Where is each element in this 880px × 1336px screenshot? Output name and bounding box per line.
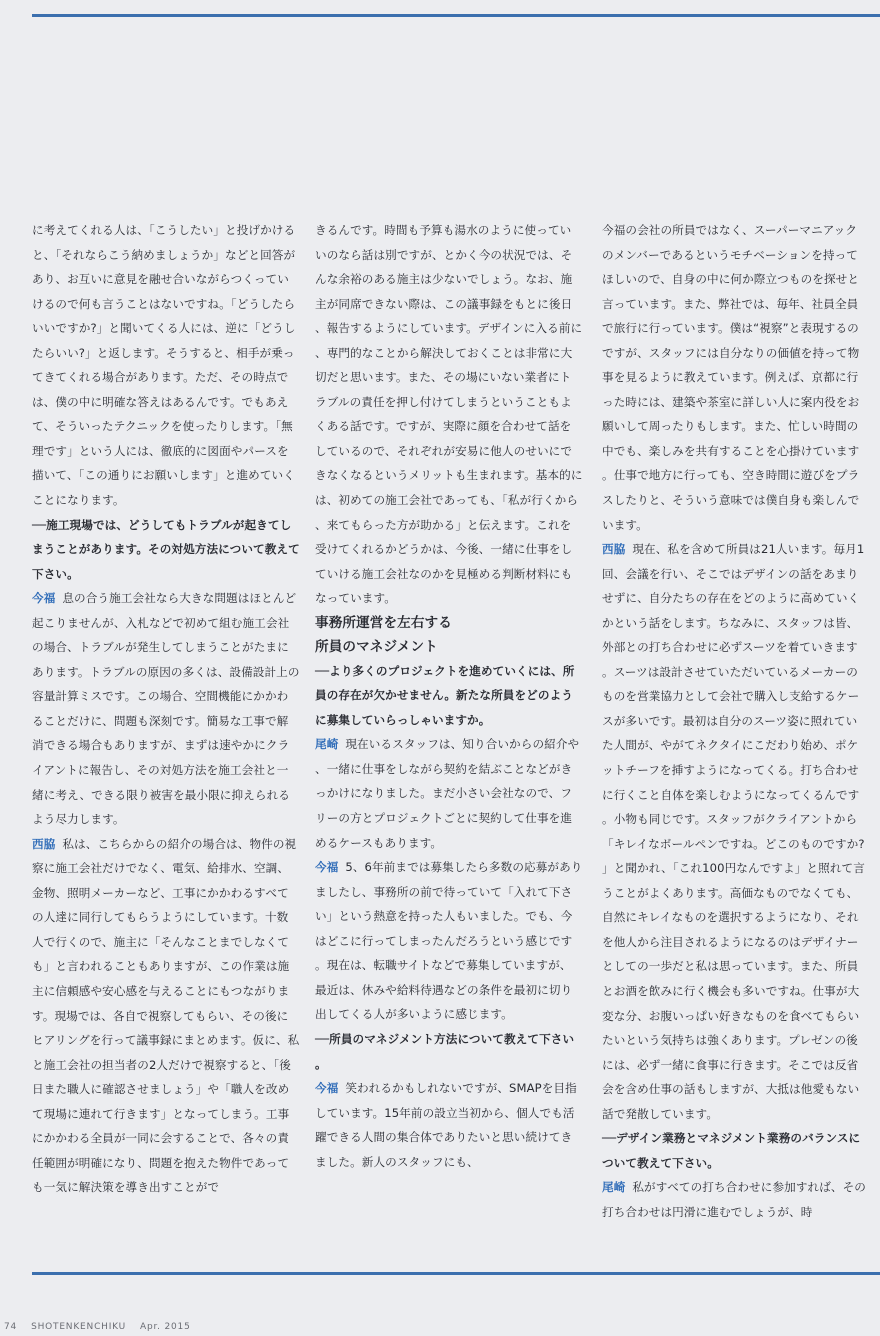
paragraph xyxy=(32,586,300,831)
paragraph-text: 私がすべての打ち合わせに参加すれば、その打ち合わせは円滑に進むでしょうが、時 xyxy=(602,1180,866,1219)
speaker-name: 今福 xyxy=(32,591,56,606)
paragraph-text: 現在、私を含めて所員は21人います。毎月1回、会議を行い、そこではデザインの話をあまりせずに、自分たちの存在をどのように高めていくかという話をします。ちなみに、スタッフは皆、外部との打ち合わせに必ずスーツを着ていきます。スーツは設計させていただいているメーカーのものを営業協力として会社で購入し支給するケースが多いです。最初は自分のスーツ姿に照れていた人間が、やがてネクタイにこだわり始め、ポケットチーフを挿すようになってくる。打ち合わせに行くこと自体を楽しむようになってくるんです。小物も同じです。スタッフがクライアントから「キレイなボールペンですね。どこのものですか?」と聞かれ、「これ100円なんですよ」と照れて言うことがよくあります。高価なものでなくても、自然にキレイなものを選択するようになり、それを他人から注目されるようになるのはデザイナーとしての一歩だと私は思っています。また、所員とお酒を飲みに行く機会も多いですね。仕事が大変な分、お腹いっぱい好きなものを食べてもらいたいという気持ちは強くあります。プレゼンの後には、必ず一緒に食事に行きます。そこでは反省会を含め仕事の話もしますが、大抵は他愛もない話で発散しています。 xyxy=(602,542,865,1121)
section-heading: 事務所運営を左右する 所員のマネジメント xyxy=(315,614,452,655)
speaker-name: 西脇 xyxy=(32,836,56,851)
paragraph-text: 笑われるかもしれないですが、SMAPを目指しています。15年前の設立当初から、個人でも活躍できる人間の集合体でありたいと思い続けてきました。新人のスタッフにも、 xyxy=(315,1081,577,1169)
paragraph: きるんです。時間も予算も湯水のように使っていいのなら話は別ですが、とかく今の状況では、そんな余裕のある施主は少ないでしょう。なお、施主が同席できない際は、この議事録をもとに後日、報告するようにしています。デザインに入る前に、専門的なことから解決しておくことは非常に大切だと思います。また、その場にいない業者にトラブルの責任を押し付けてしまうということもよくある話です。ですが、実際に顔を合わせて話をしているので、それぞれが安易に他人のせいにできなくなるというメリットも生まれます。基本的には、初めての施工会社であっても、「私が行くから、来てもらった方が助かる」と伝えます。これを受けてくれるかどうかは、今後、一緒に仕事をしていける施工会社なのかを見極める判断材料にもなっています。 xyxy=(315,223,583,606)
issue-date: Apr. 2015 xyxy=(140,1322,191,1332)
magazine-name: SHOTENKENCHIKU xyxy=(31,1322,127,1332)
bottom-rule xyxy=(32,1272,880,1275)
interview-question: ──より多くのプロジェクトを進めていくには、所員の存在が欠かせません。新たな所員をどのように募集していらっしゃいますか。 xyxy=(315,663,575,727)
speaker-name: 今福 xyxy=(315,860,339,875)
speaker-name: 今福 xyxy=(315,1081,339,1096)
paragraph xyxy=(315,732,583,855)
interview-question: ──デザイン業務とマネジメント業務のバランスについて教えて下さい。 xyxy=(602,1131,861,1170)
page-footer xyxy=(4,1322,205,1333)
interview-question: ──所員のマネジメント方法について教えて下さい。 xyxy=(315,1031,575,1071)
paragraph xyxy=(602,537,868,1126)
paragraph-text: 現在いるスタッフは、知り合いからの紹介や、一緒に仕事をしながら契約を結ぶことなどがきっかけになりました。まだ小さい会社なので、フリーの方とプロジェクトごとに契約して仕事を進めるケースもあります。 xyxy=(315,737,580,850)
paragraph: 今福の会社の所員ではなく、スーパーマニアックのメンバーであるというモチベーションを持ってほしいので、自身の中に何か際立つものを探せと言っています。また、弊社では、毎年、社員全員で旅行に行っています。僕は“視察”と表現するのですが、スタッフには自分なりの価値を持って物事を見るように教えています。例えば、京都に行った時には、建築や茶室に詳しい人に案内役をお願いして周ったりもします。また、忙しい時間の中でも、楽しみを共有することを心掛けています。仕事で地方に行っても、空き時間に遊びをプラスしたりと、そういう意味では僕自身も楽しんでいます。 xyxy=(602,223,860,532)
text-column-1 xyxy=(32,218,300,1200)
interview-question: ──施工現場では、どうしてもトラブルが起きてしまうことがあります。その対処方法について教えて下さい。 xyxy=(32,517,300,581)
paragraph xyxy=(315,1076,583,1174)
paragraph xyxy=(602,1175,868,1224)
top-rule xyxy=(32,14,880,17)
speaker-name: 尾崎 xyxy=(602,1180,626,1195)
paragraph-text: 私は、こちらからの紹介の場合は、物件の視察に施工会社だけでなく、電気、給排水、空調、金物、照明メーカーなど、工事にかかわるすべての人達に同行してもらうようにしています。十数人で行くので、施主に「そんなことまでしなくても」と言われることもありますが、この作業は施主に信頼感や安心感を与えることにもつながります。現場では、各自で視察してもらい、その後にヒアリングを行って議事録にまとめます。仮に、私と施工会社の担当者の2人だけで視察すると、「後日また職人に確認させましょう」や「職人を改めて現場に連れて行きます」となってしまう。工事にかかわる全員が一同に会することで、各々の責任範囲が明確になり、問題を抱えた物件であっても一気に解決策を導き出すことがで xyxy=(32,836,300,1195)
paragraph xyxy=(315,855,583,1027)
text-column-3 xyxy=(602,218,868,1224)
paragraph: に考えてくれる人は、「こうしたい」と投げかけると、「それならこう納めましょうか」などと回答があり、お互いに意見を融せ合いながらつくっていけるので何も言うことはないですね。「どうしたらいいですか?」と聞いてくる人には、逆に「どうしたらいい?」と返します。そうすると、相手が乗ってきてくれる場合があります。ただ、その時点では、僕の中に明確な答えはあるんです。でもあえて、そういったテクニックを使ったりします。「無理です」という人には、徹底的に図面やパースを描いて、「この通りにお願いします」と進めていくことになります。 xyxy=(32,223,296,508)
page-number: 74 xyxy=(4,1322,18,1332)
text-column-2 xyxy=(315,218,583,1174)
paragraph xyxy=(32,832,300,1200)
paragraph-text: 息の合う施工会社なら大きな問題はほとんど起こりませんが、入札などで初めて組む施工会社の場合、トラブルが発生してしまうことがたまにあります。トラブルの原因の多くは、設備設計上の容量計算ミスです。この場合、空間機能にかかわることだけに、問題も深刻です。簡易な工事で解消できる場合もありますが、まずは速やかにクライアントに報告し、その対処方法を施工会社と一緒に考え、できる限り被害を最小限に抑えられるよう尽力します。 xyxy=(32,591,300,827)
paragraph-text: 5、6年前までは募集したら多数の応募がありましたし、事務所の前で待っていて「入れて下さい」という熱意を持った人もいました。でも、今はどこに行ってしまったんだろうという感じです。現在は、転職サイトなどで募集していますが、最近は、休みや給料待遇などの条件を最初に切り出してくる人が多いように感じます。 xyxy=(315,860,583,1022)
speaker-name: 尾崎 xyxy=(315,737,339,752)
speaker-name: 西脇 xyxy=(602,542,626,557)
